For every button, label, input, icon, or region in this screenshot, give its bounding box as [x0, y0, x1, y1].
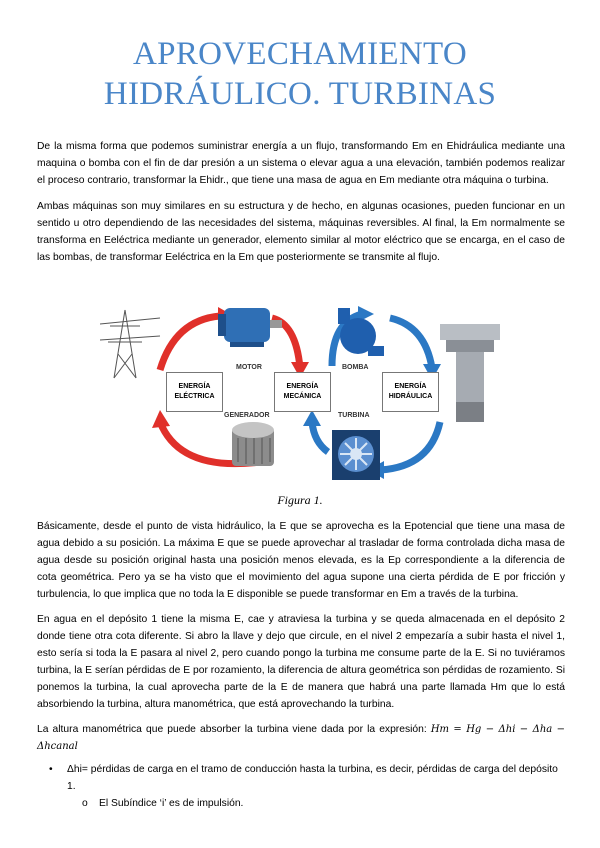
intro-section [37, 138, 565, 266]
label-bomba: BOMBA [342, 364, 369, 371]
paragraph-4: En agua en el depósito 1 tiene la misma E, cae y atraviesa la turbina y se queda almacenada en el depósito 2 donde tiene otra cota diferente. Si abro la llave y dejo que circule, en el nivel 2 empezaría a subir hasta el nivel 1, esto sería si toda la E pasara al nivel 2, pero cuando pongo la turbina me consume parte de la E. Si no tuviéramos turbina, la E serían pérdidas de E por rozamiento, la diferencia de altura geométrica son pérdidas de rozamiento. Si ponemos la turbina, la cual aprovecha parte de la E de manera que habrá una parte llamada Hm que lo está absorbiendo la turbina, altura manométrica, que está aprovechando la turbina. [37, 614, 565, 710]
box-energia-hidraulica: ENERGÍA HIDRÁULICA [382, 372, 439, 412]
paragraph-5-text: La altura manométrica que puede absorber la turbina viene dada por la expresión: [37, 724, 431, 735]
bullet-item: • Δhi= pérdidas de carga en el tramo de conducción hasta la turbina, es decir, pérdidas de carga del depósito 1. [37, 761, 565, 795]
figure-caption: Figura 1. [277, 493, 323, 507]
formula-hm: Hm = Hg − Δhi − Δha − Δhcanal [37, 724, 566, 752]
sub-bullet-item: o El Subíndice ‘i’ es de impulsión. [37, 795, 565, 812]
box-energia-mecanica: ENERGÍA MECÁNICA [274, 372, 331, 412]
paragraph-5 [37, 721, 565, 755]
label-turbina: TURBINA [338, 412, 370, 419]
label-motor: MOTOR [236, 364, 262, 371]
bullet-list [37, 761, 565, 812]
blue-arrow-bottom [380, 422, 440, 470]
paragraph-1: De la misma forma que podemos suministrar energía a un flujo, transformando Em en Ehidráulica mediante una maquina o bomba con el fin de dar presión a un sistema o elevar agua a una elevación, también podemos realizar el proceso contrario, transformar la Ehidr., que tiene una masa de agua en Em mediante otra máquina o turbina. [37, 141, 565, 186]
blue-arrow-up [312, 422, 328, 452]
box-energia-electrica: ENERGÍA ELÉCTRICA [166, 372, 223, 412]
red-arrow-top [160, 316, 220, 370]
paragraph-2: Ambas máquinas son muy similares en su estructura y de hecho, en algunas ocasiones, pueden funcionar en un sentido u otro dependiendo de las necesidades del sistema, máquinas reversibles. Al final, la Em normalmente se transforma en Eeléctrica mediante un generador, elemento similar al motor eléctrico que se encarga, en el caso de las bombas, de transformar Eeléctrica en la Em que posteriormente se transmite al flujo. [37, 201, 565, 263]
page-title [0, 0, 600, 114]
label-generador: GENERADOR [224, 412, 270, 419]
blue-arrow-up-head [303, 410, 321, 426]
energy-diagram [100, 302, 500, 492]
turbine-icon [332, 430, 380, 480]
paragraph-3: Básicamente, desde el punto de vista hidráulico, la E que se aprovecha es la Epotencial que tiene una masa de agua debido a su posición. La máxima E que se puede aprovechar al trasladar de forma controlada dicha masa de agua desde su posición original hasta una posición menos elevada, es la Ep correspondiente a la diferencia de cota geométrica. Pero ya se ha visto que el movimiento del agua supone una cierta pérdida de E por fricción y turbulencia, lo que implica que no toda la E disponible se puede transformar en Em a través de la turbina. [37, 521, 565, 600]
water-tower-icon [440, 324, 500, 422]
main-section [37, 518, 565, 812]
generator-icon [232, 422, 274, 466]
power-tower-icon [100, 310, 160, 378]
title-line-2: HIDRÁULICO. TURBINAS [103, 76, 497, 112]
blue-arrow-right [390, 318, 432, 368]
motor-icon [218, 308, 282, 347]
title-line-1: APROVECHAMIENTO [133, 36, 467, 72]
red-arrow-bottom-head [152, 410, 170, 428]
